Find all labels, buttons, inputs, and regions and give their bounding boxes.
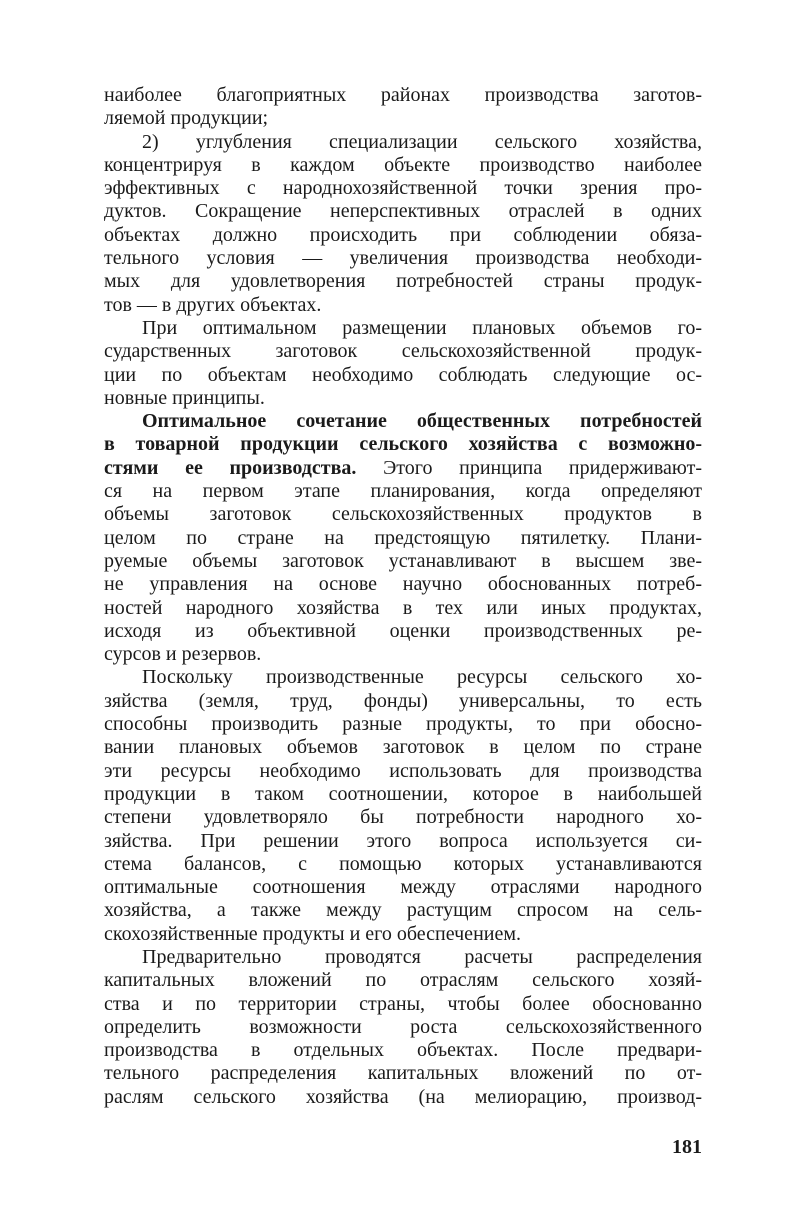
body-text xyxy=(104,84,702,1109)
text-line: 2) углубления специализации сельского хозяйства, xyxy=(142,130,702,153)
text-line: эффективных с народнохозяйственной точки зрения про- xyxy=(104,177,702,200)
text-line: Поскольку производственные ресурсы сельского хо- xyxy=(142,666,702,689)
text-line: сударственных заготовок сельскохозяйственной продук- xyxy=(104,340,702,363)
text-line: ства и по территории страны, чтобы более обоснованно xyxy=(104,992,702,1015)
text-line: зяйства. При решении этого вопроса используется си- xyxy=(104,829,702,852)
text-line: объемы заготовок сельскохозяйственных продуктов в xyxy=(104,503,702,526)
text-line: новные принципы. xyxy=(104,386,265,409)
text-line: руемые объемы заготовок устанавливают в высшем зве- xyxy=(104,549,702,572)
text-line: ции по объектам необходимо соблюдать следующие ос- xyxy=(104,363,702,386)
text-line: сурсов и резервов. xyxy=(104,643,262,666)
text-line-mixed xyxy=(104,457,702,480)
text-line: При оптимальном размещении плановых объемов го- xyxy=(142,316,702,339)
text-line: целом по стране на предстоящую пятилетку. Плани- xyxy=(104,526,702,549)
text-line: раслям сельского хозяйства (на мелиорацию, производ- xyxy=(104,1085,702,1108)
text-line: эти ресурсы необходимо использовать для производства xyxy=(104,759,702,782)
principle-heading-line: Оптимальное сочетание общественных потребностей xyxy=(142,410,702,433)
text-line: капитальных вложений по отраслям сельского хозяй- xyxy=(104,969,702,992)
text-line: объектах должно происходить при соблюдении обяза- xyxy=(104,223,702,246)
text-line: тельного условия — увеличения производства необходи- xyxy=(104,247,702,270)
principle-heading-end: стями ее производства. xyxy=(104,456,357,479)
text-line: зяйства (земля, труд, фонды) универсальны, то есть xyxy=(104,689,702,712)
text-line: тов — в других объектах. xyxy=(104,293,322,316)
text-line: концентрируя в каждом объекте производство наиболее xyxy=(104,153,702,176)
text-line: Предварительно проводятся расчеты распределения xyxy=(142,945,702,968)
text-line: ляемой продукции; xyxy=(104,107,269,130)
text-line: исходя из объективной оценки производственных ре- xyxy=(104,619,702,642)
text-line: определить возможности роста сельскохозяйственного xyxy=(104,1015,702,1038)
principle-heading-line: в товарной продукции сельского хозяйства с возможно- xyxy=(104,433,702,456)
text-line: дуктов. Сокращение неперспективных отраслей в одних xyxy=(104,200,702,223)
text-line: вании плановых объемов заготовок в целом по стране xyxy=(104,736,702,759)
text-line: наиболее благоприятных районах производства заготов- xyxy=(104,84,702,106)
text-line: ностей народного хозяйства в тех или иных продуктах, xyxy=(104,596,702,619)
text-line: способны производить разные продукты, то при обосно- xyxy=(104,713,702,736)
text-line: ся на первом этапе планирования, когда определяют xyxy=(104,480,702,503)
text-line: оптимальные соотношения между отраслями народного xyxy=(104,876,702,899)
text-line: степени удовлетворяло бы потребности народного хо- xyxy=(104,806,702,829)
text-line: не управления на основе научно обоснованных потреб- xyxy=(104,573,702,596)
text-line: продукции в таком соотношении, которое в наибольшей xyxy=(104,782,702,805)
text-line: стема балансов, с помощью которых устанавливаются xyxy=(104,852,702,875)
page-number: 181 xyxy=(672,1136,702,1158)
text-line-continuation: Этого принципа придерживают- xyxy=(356,456,702,479)
text-line: скохозяйственные продукты и его обеспечением. xyxy=(104,922,522,945)
text-line: мых для удовлетворения потребностей страны продук- xyxy=(104,270,702,293)
text-line: производства в отдельных объектах. После предвари- xyxy=(104,1039,702,1062)
text-line: хозяйства, а также между растущим спросом на сель- xyxy=(104,899,702,922)
text-line: тельного распределения капитальных вложений по от- xyxy=(104,1062,702,1085)
